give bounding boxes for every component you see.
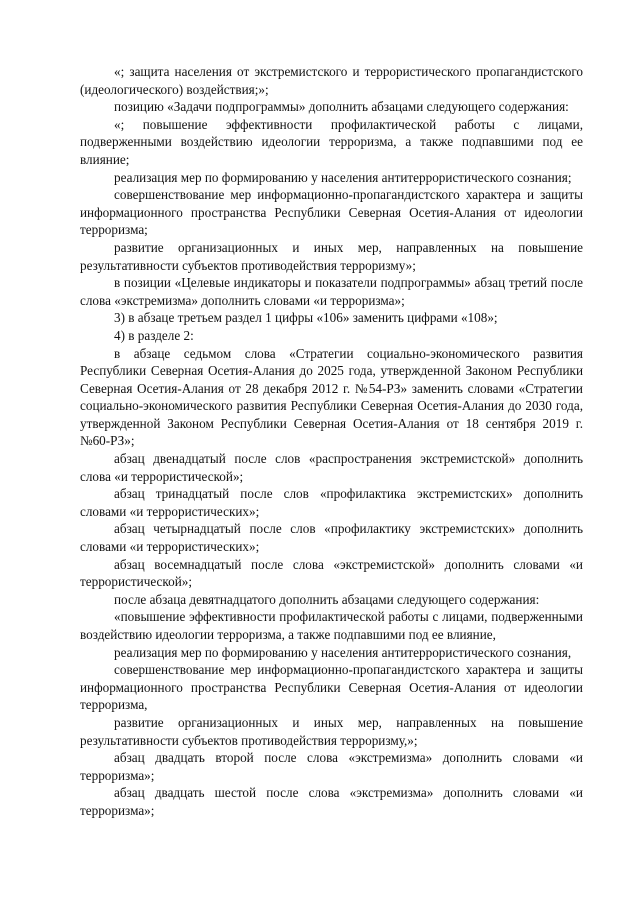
paragraph: абзац двадцать шестой после слова «экстремизма» дополнить словами «и терроризма»; bbox=[80, 785, 583, 818]
paragraph: совершенствование мер информационно-пропагандистского характера и защиты информационного пространства Республики Северная Осетия-Алания от идеологии терроризма; bbox=[80, 187, 583, 238]
paragraph: абзац четырнадцатый после слов «профилактику экстремистских» дополнить словами «и террористических»; bbox=[80, 521, 583, 555]
paragraph: развитие организационных и иных мер, направленных на повышение результативности субъектов противодействия терроризму»; bbox=[80, 239, 583, 273]
paragraph: реализация мер по формированию у населения антитеррористического сознания; bbox=[114, 169, 572, 185]
document-body bbox=[80, 63, 583, 820]
paragraph: позицию «Задачи подпрограммы» дополнить абзацами следующего содержания: bbox=[114, 99, 569, 115]
paragraph: абзац тринадцатый после слов «профилактика экстремистских» дополнить словами «и террористических»; bbox=[80, 486, 583, 519]
paragraph: 3) в абзаце третьем раздел 1 цифры «106» заменить цифрами «108»; bbox=[114, 310, 498, 326]
paragraph: «повышение эффективности профилактической работы с лицами, подверженными воздействию идеологии терроризма, а также подпавшими под ее влияние, bbox=[80, 609, 583, 642]
paragraph: «; повышение эффективности профилактической работы с лицами, подверженными воздействию идеологии терроризма, а также подпавшими под ее влияние; bbox=[80, 116, 583, 167]
paragraph: в позиции «Целевые индикаторы и показатели подпрограммы» абзац третий после слова «экстремизма» дополнить словами «и терроризма»; bbox=[80, 275, 583, 308]
paragraph: «; защита населения от экстремистского и террористического пропагандистского (идеологического) воздействия;»; bbox=[80, 64, 583, 97]
paragraph: после абзаца девятнадцатого дополнить абзацами следующего содержания: bbox=[114, 591, 540, 607]
paragraph: реализация мер по формированию у населения антитеррористического сознания, bbox=[114, 644, 572, 660]
paragraph: абзац двадцать второй после слова «экстремизма» дополнить словами «и терроризма»; bbox=[80, 750, 583, 783]
paragraph: развитие организационных и иных мер, направленных на повышение результативности субъектов противодействия терроризму,»; bbox=[80, 714, 583, 748]
paragraph: совершенствование мер информационно-пропагандистского характера и защиты информационного пространства Республики Северная Осетия-Алания от идеологии терроризма, bbox=[80, 662, 583, 713]
paragraph: 4) в разделе 2: bbox=[114, 327, 194, 343]
paragraph: в абзаце седьмом слова «Стратегии социально-экономического развития Республики Северная Осетия-Алания до 2025 года, утвержденной Законом Республики Северная Осетия-Алания от 28 декабря 2012 г. №54-РЗ» заменить словами «Стратегии социально-экономического развития Республики Северная Осетия-Алания до 2030 года, утвержденной Законом Республики Северная Осетия-Алания от 18 сентября 2019 г. №60-РЗ»; bbox=[80, 345, 583, 449]
paragraph: абзац двенадцатый после слов «распространения экстремистской» дополнить слова «и террористической»; bbox=[80, 451, 583, 484]
paragraph: абзац восемнадцатый после слова «экстремистской» дополнить словами «и террористической»; bbox=[80, 556, 583, 590]
